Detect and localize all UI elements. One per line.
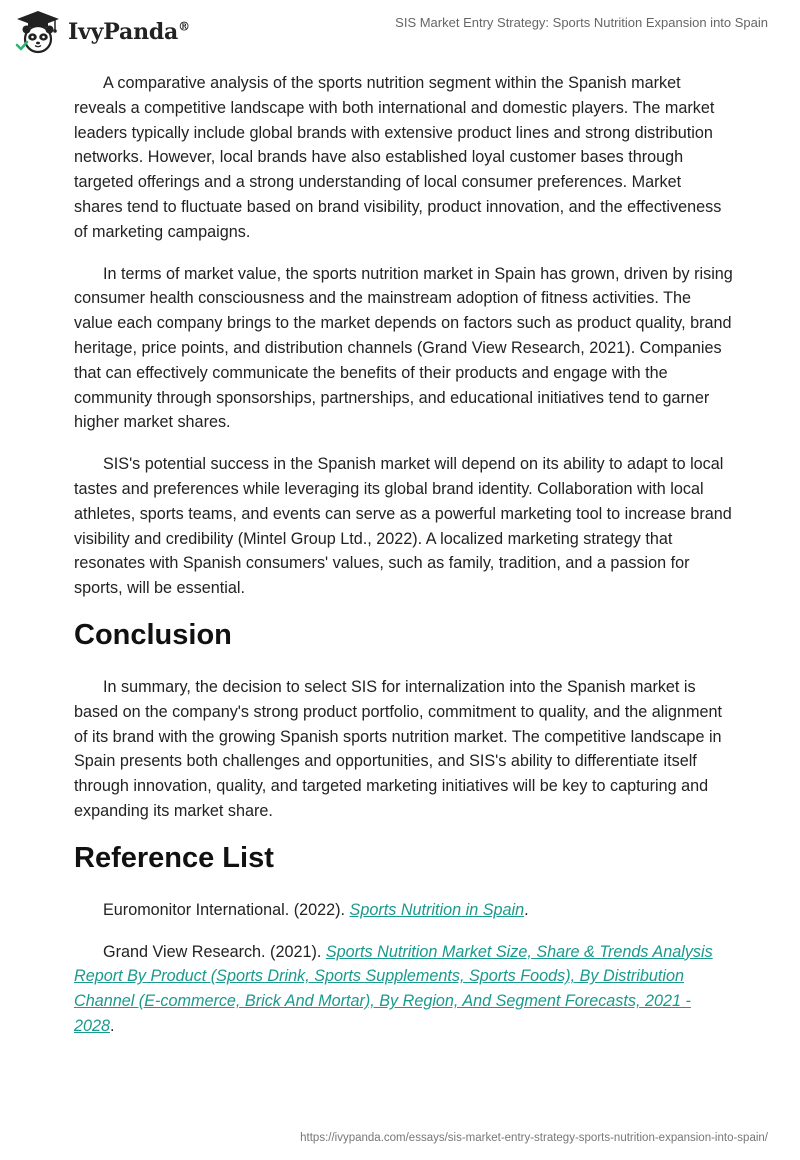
reference-list-heading: Reference List xyxy=(74,841,274,874)
reference-end: . xyxy=(110,1016,115,1035)
footer-url[interactable]: https://ivypanda.com/essays/sis-market-entry-strategy-sports-nutrition-expansion-into-spain/ xyxy=(300,1132,768,1144)
reference-item xyxy=(74,940,734,1039)
logo-text: IvyPanda® xyxy=(68,19,190,45)
essay-content xyxy=(74,71,734,1056)
body-paragraph-3: SIS's potential success in the Spanish market will depend on its ability to adapt to local tastes and preferences while leveraging its global brand identity. Collaboration with local athletes, sports teams, and events can serve as a powerful marketing tool to increase brand visibility and credibility (Mintel Group Ltd., 2022). A localized marketing strategy that resonates with Spanish consumers' values, such as family, tradition, and a passion for sports, will be essential. xyxy=(74,455,732,598)
logo[interactable] xyxy=(14,8,190,56)
conclusion-heading: Conclusion xyxy=(74,618,232,651)
reference-link[interactable]: Sports Nutrition Market Size, Share & Trends Analysis Report By Product (Sports Drink, Sports Supplements, Sports Foods), By Distribution Channel (E-commerce, Brick And Mortar), By Region, And Segment Forecasts, 2021 - 2028 xyxy=(74,942,713,1035)
panda-graduate-icon xyxy=(14,8,62,56)
body-paragraph-1: A comparative analysis of the sports nutrition segment within the Spanish market reveals a competitive landscape with both international and domestic players. The market leaders typically include global brands with extensive product lines and strong distribution networks. However, local brands have also established loyal customer bases through targeted offerings and a strong understanding of local consumer preferences. Market shares tend to fluctuate based on brand visibility, product innovation, and the effectiveness of marketing campaigns. xyxy=(74,74,722,241)
reference-item xyxy=(74,898,734,923)
reference-citation: Euromonitor International. (2022). xyxy=(103,900,350,919)
document-title: SIS Market Entry Strategy: Sports Nutrition Expansion into Spain xyxy=(395,15,768,30)
reference-link[interactable]: Sports Nutrition in Spain xyxy=(349,900,525,919)
conclusion-paragraph: In summary, the decision to select SIS for internalization into the Spanish market is based on the company's strong product portfolio, commitment to quality, and the alignment of its brand with the growing Spanish sports nutrition market. The competitive landscape in Spain presents both challenges and opportunities, and SIS's ability to differentiate itself through innovation, quality, and targeted marketing initiatives will be key to capturing and expanding its market share. xyxy=(74,677,722,820)
body-paragraph-2: In terms of market value, the sports nutrition market in Spain has grown, driven by rising consumer health consciousness and the mainstream adoption of fitness activities. The value each company brings to the market depends on factors such as product quality, brand heritage, price points, and distribution channels (Grand View Research, 2021). Companies that can effectively communicate the benefits of their products and engage with the community through sponsorships, partnerships, and educational initiatives tend to garner higher market shares. xyxy=(74,264,733,432)
reference-end: . xyxy=(524,900,529,919)
reference-citation: Grand View Research. (2021). xyxy=(103,942,326,961)
page-header xyxy=(0,0,800,62)
